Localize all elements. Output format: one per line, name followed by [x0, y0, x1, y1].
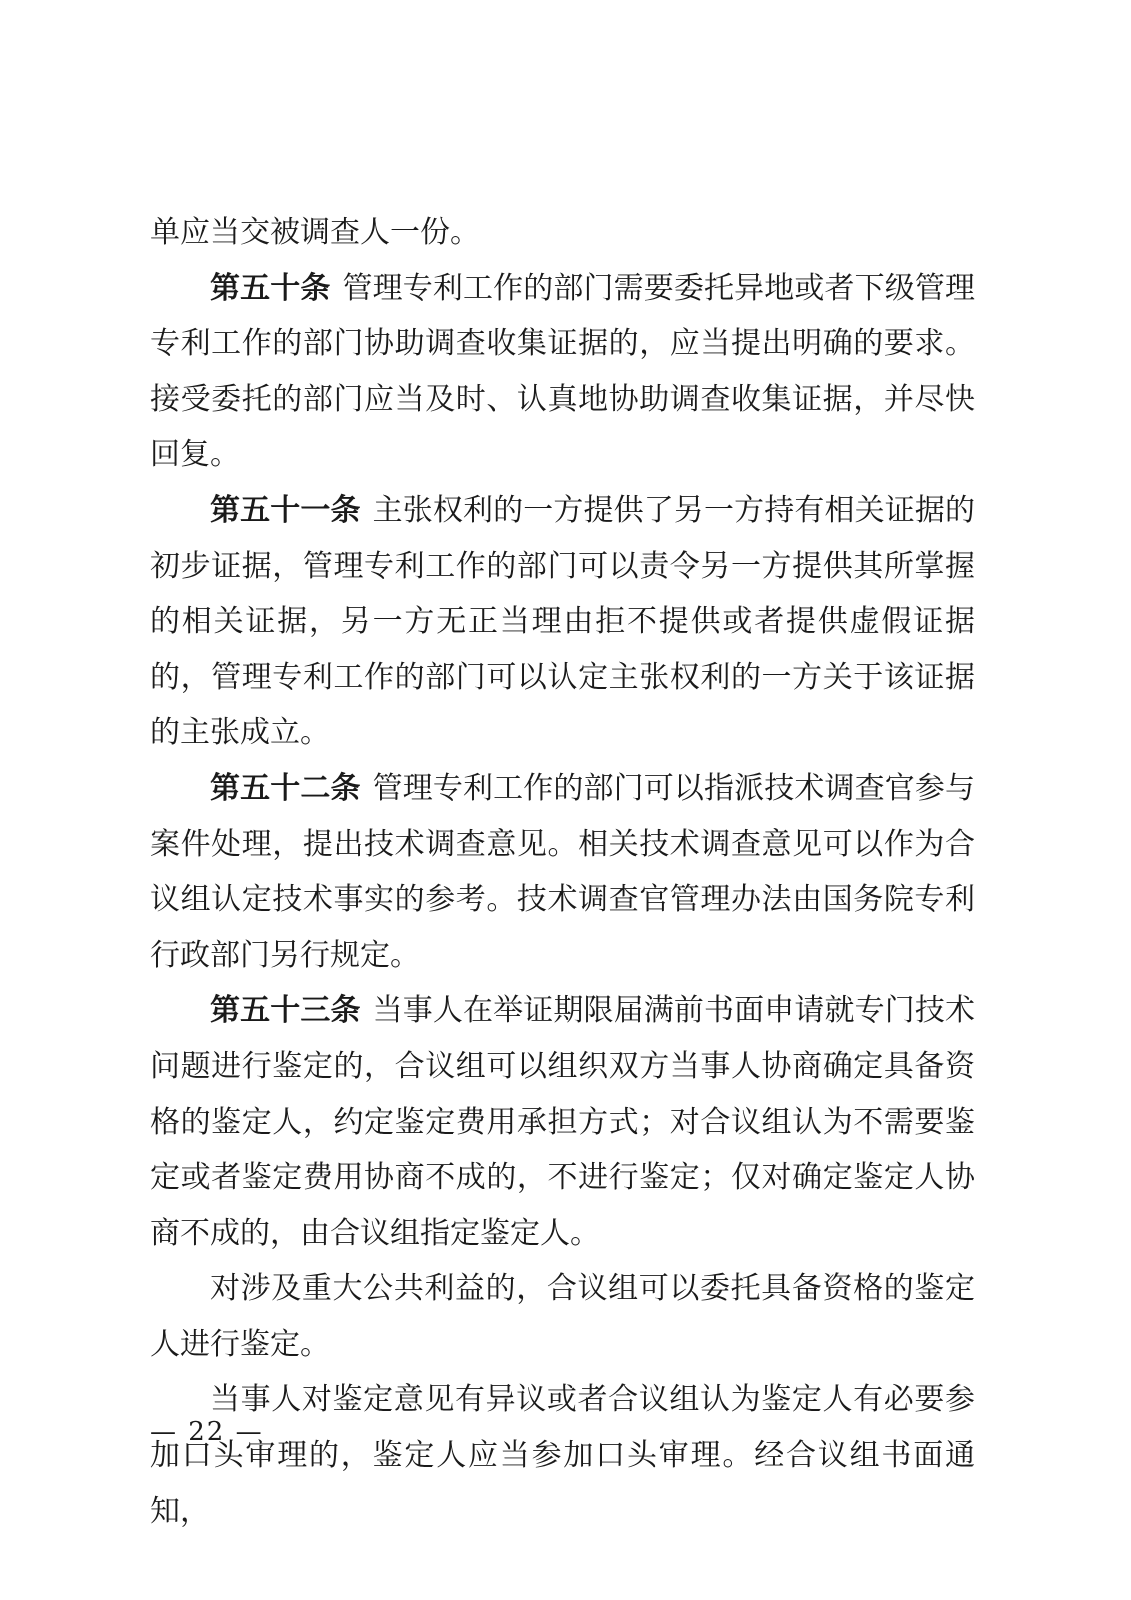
paragraph-text: 单应当交被调查人一份。: [150, 215, 480, 250]
page-number: — 22 —: [150, 1417, 264, 1447]
article-50: [150, 261, 975, 483]
article-53-paragraph-2: [150, 1261, 975, 1372]
article-text: 当事人在举证期限届满前书面申请就专门技术问题进行鉴定的，合议组可以组织双方当事人协商确定具备资格的鉴定人，约定鉴定费用承担方式；对合议组认为不需要鉴定或者鉴定费用协商不成的，不进行鉴定；仅对确定鉴定人协商不成的，由合议组指定鉴定人。: [150, 993, 975, 1251]
article-52: [150, 761, 975, 983]
article-number: 第五十二条: [210, 770, 361, 806]
article-text: 主张权利的一方提供了另一方持有相关证据的初步证据，管理专利工作的部门可以责令另一方提供其所掌握的相关证据，另一方无正当理由拒不提供或者提供虚假证据的，管理专利工作的部门可以认定主张权利的一方关于该证据的主张成立。: [150, 492, 975, 751]
article-text: 管理专利工作的部门需要委托异地或者下级管理专利工作的部门协助调查收集证据的，应当提出明确的要求。接受委托的部门应当及时、认真地协助调查收集证据，并尽快回复。: [150, 270, 975, 473]
paragraph-text: 当事人对鉴定意见有异议或者合议组认为鉴定人有必要参加口头审理的，鉴定人应当参加口头审理。经合议组书面通知，: [150, 1382, 975, 1529]
article-number: 第五十条: [210, 270, 331, 306]
article-51: [150, 483, 975, 761]
article-number: 第五十一条: [210, 492, 361, 528]
article-53: [150, 983, 975, 1261]
body-text: [150, 205, 975, 1539]
paragraph-continuation: [150, 205, 975, 261]
article-text: 管理专利工作的部门可以指派技术调查官参与案件处理，提出技术调查意见。相关技术调查意见可以作为合议组认定技术事实的参考。技术调查官管理办法由国务院专利行政部门另行规定。: [150, 770, 975, 973]
paragraph-text: 对涉及重大公共利益的，合议组可以委托具备资格的鉴定人进行鉴定。: [150, 1271, 975, 1362]
article-53-paragraph-3: [150, 1372, 975, 1539]
article-number: 第五十三条: [210, 993, 361, 1029]
